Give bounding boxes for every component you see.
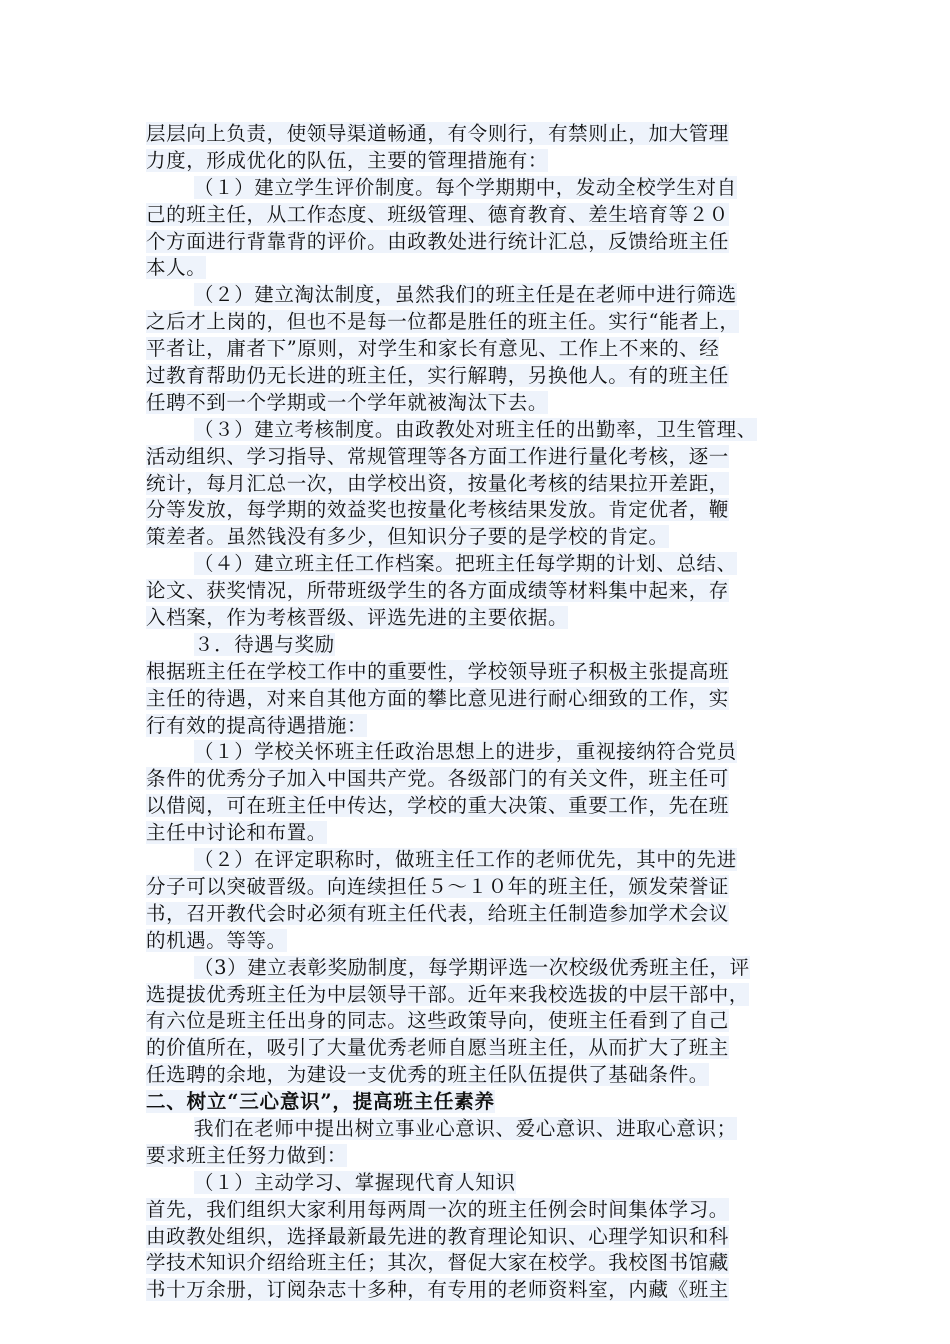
text-line-content: 由政教处组织，选择最新最先进的教育理论知识、心理学知识和科 <box>146 1224 729 1248</box>
text-line-content: 我们在老师中提出树立事业心意识、爱心意识、进取心意识； <box>194 1116 737 1140</box>
text-line-content: （２）建立淘汰制度，虽然我们的班主任是在老师中进行筛选 <box>194 283 737 307</box>
text-line <box>146 1116 816 1143</box>
text-line-content: 己的班主任，从工作态度、班级管理、德育教育、差生培育等２０ <box>146 202 729 226</box>
text-line-content: 分等发放，每学期的效益奖也按量化考核结果发放。肯定优者，鞭 <box>146 498 729 522</box>
text-line-content: 条件的优秀分子加入中国共产党。各级部门的有关文件，班主任可 <box>146 767 729 791</box>
text-line-content: 根据班主任在学校工作中的重要性，学校领导班子积极主张提高班 <box>146 659 729 683</box>
text-line <box>146 793 816 820</box>
text-line <box>146 497 816 524</box>
text-line <box>146 1250 816 1277</box>
text-line-content: 活动组织、学习指导、常规管理等各方面工作进行量化考核，逐一 <box>146 444 729 468</box>
text-line-content: （４）建立班主任工作档案。把班主任每学期的计划、总结、 <box>194 552 737 576</box>
text-line-content: 策差者。虽然钱没有多少，但知识分子要的是学校的肯定。 <box>146 525 669 549</box>
text-line-content: 行有效的提高待遇措施： <box>146 713 368 737</box>
text-line <box>146 713 816 740</box>
text-line-content: 任选聘的余地，为建设一支优秀的班主任队伍提供了基础条件。 <box>146 1063 709 1087</box>
text-line-content: 书十万余册，订阅杂志十多种，有专用的老师资料室，内藏《班主 <box>146 1278 729 1302</box>
text-line-content: 首先，我们组织大家利用每两周一次的班主任例会时间集体学习。 <box>146 1197 729 1221</box>
text-line-content: （１）学校关怀班主任政治思想上的进步，重视接纳符合党员 <box>194 740 737 764</box>
text-line-content: （１）主动学习、掌握现代育人知识 <box>194 1170 516 1194</box>
text-line <box>146 820 816 847</box>
text-line <box>146 121 816 148</box>
text-line-content: 过教育帮助仍无长进的班主任，实行解聘，另换他人。有的班主任 <box>146 364 729 388</box>
text-line <box>146 955 816 982</box>
text-line <box>146 578 816 605</box>
text-line-content: 以借阅，可在班主任中传达，学校的重大决策、重要工作，先在班 <box>146 794 729 818</box>
text-line <box>146 336 816 363</box>
text-line <box>146 659 816 686</box>
text-line-content: 二、树立“三心意识”，提高班主任素养 <box>146 1090 495 1114</box>
text-line <box>146 444 816 471</box>
text-line-content: 的机遇。等等。 <box>146 928 287 952</box>
text-line <box>146 928 816 955</box>
text-line-content: 有六位是班主任出身的同志。这些政策导向，使班主任看到了自己 <box>146 1009 729 1033</box>
text-line <box>146 686 816 713</box>
text-line <box>146 524 816 551</box>
section-heading <box>146 1089 816 1116</box>
text-line-content: 的价值所在，吸引了大量优秀老师自愿当班主任，从而扩大了班主 <box>146 1036 729 1060</box>
text-line <box>146 739 816 766</box>
text-line-content: （３）建立考核制度。由政教处对班主任的出勤率，卫生管理、 <box>194 417 757 441</box>
text-line <box>146 363 816 390</box>
text-line-content: 学技术知识介绍给班主任；其次，督促大家在校学。我校图书馆藏 <box>146 1251 729 1275</box>
text-line <box>146 982 816 1009</box>
text-line-content: 选提拔优秀班主任为中层领导干部。近年来我校选拔的中层干部中， <box>146 982 750 1006</box>
text-line-content: 主任中讨论和布置。 <box>146 821 327 845</box>
text-line <box>146 471 816 498</box>
text-line-content: 入档案，作为考核晋级、评选先进的主要依据。 <box>146 606 569 630</box>
text-line <box>146 766 816 793</box>
text-line <box>146 1035 816 1062</box>
text-line-content: （２）在评定职称时，做班主任工作的老师优先，其中的先进 <box>194 848 737 872</box>
text-line <box>146 847 816 874</box>
text-line-content: 之后才上岗的，但也不是每一位都是胜任的班主任。实行“能者上， <box>146 310 740 334</box>
text-line <box>146 417 816 444</box>
text-line-content: 论文、获奖情况，所带班级学生的各方面成绩等材料集中起来，存 <box>146 579 729 603</box>
text-line-content: 要求班主任努力做到： <box>146 1143 348 1167</box>
text-line <box>146 901 816 928</box>
text-line <box>146 1143 816 1170</box>
document-body <box>146 121 816 1304</box>
text-line-content: （3）建立表彰奖励制度，每学期评选一次校级优秀班主任，评 <box>194 955 750 979</box>
text-line-content: ３．待遇与奖励 <box>194 632 335 656</box>
text-line <box>146 551 816 578</box>
text-line <box>146 1062 816 1089</box>
text-line <box>146 1197 816 1224</box>
text-line <box>146 605 816 632</box>
text-line <box>146 229 816 256</box>
text-line-content: （１）建立学生评价制度。每个学期期中，发动全校学生对自 <box>194 175 737 199</box>
text-line-content: 统计，每月汇总一次，由学校出资，按量化考核的结果拉开差距， <box>146 471 729 495</box>
text-line <box>146 1170 816 1197</box>
text-line <box>146 282 816 309</box>
text-line-content: 平者让，庸者下”原则，对学生和家长有意见、工作上不来的、经 <box>146 337 720 361</box>
text-line-content: 分子可以突破晋级。向连续担任５～１０年的班主任，颁发荣誉证 <box>146 874 729 898</box>
text-line-content: 书，召开教代会时必须有班主任代表，给班主任制造参加学术会议 <box>146 901 729 925</box>
text-line <box>146 175 816 202</box>
text-line <box>146 874 816 901</box>
text-line <box>146 309 816 336</box>
text-line <box>146 1008 816 1035</box>
text-line <box>146 255 816 282</box>
text-line <box>146 202 816 229</box>
text-line <box>146 1224 816 1251</box>
text-line-content: 力度，形成优化的队伍，主要的管理措施有： <box>146 148 549 172</box>
text-line <box>146 390 816 417</box>
text-line <box>146 632 816 659</box>
text-line-content: 层层向上负责，使领导渠道畅通，有令则行，有禁则止，加大管理 <box>146 122 729 145</box>
text-line-content: 主任的待遇，对来自其他方面的攀比意见进行耐心细致的工作，实 <box>146 686 729 710</box>
text-line <box>146 1277 816 1304</box>
text-line-content: 任聘不到一个学期或一个学年就被淘汰下去。 <box>146 390 549 414</box>
text-line-content: 个方面进行背靠背的评价。由政教处进行统计汇总，反馈给班主任 <box>146 229 729 253</box>
text-line <box>146 148 816 175</box>
text-line-content: 本人。 <box>146 256 207 280</box>
